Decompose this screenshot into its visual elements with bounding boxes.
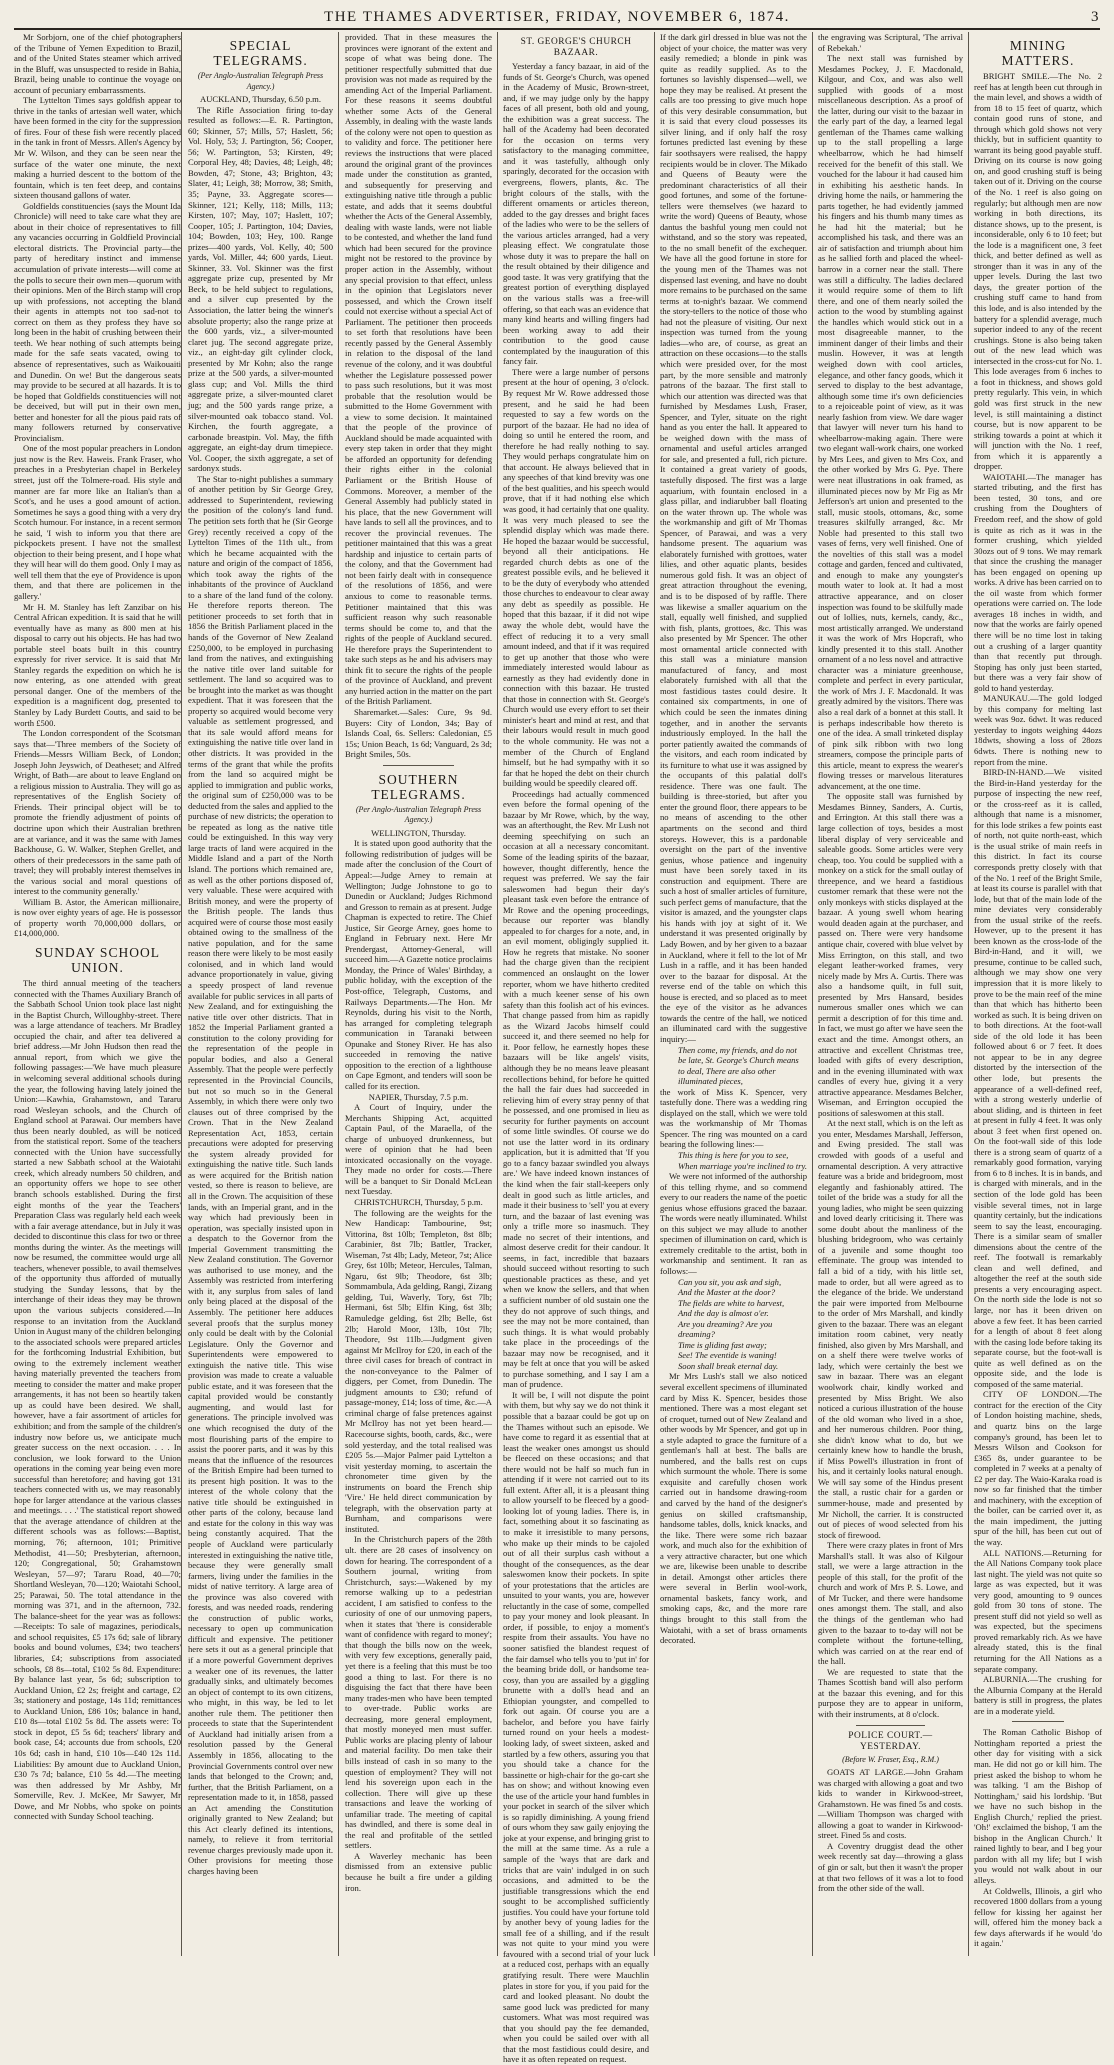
article-paragraph: We are requested to state that the Thames Scottish band will also perform at the bazaar this evening, and for this purpose they are to appear in uniform, with their instruments, at 8 o'clock.: [818, 1666, 963, 1719]
section-heading-police-court: POLICE COURT.—YESTERDAY.: [848, 1730, 933, 1752]
article-paragraph: A Court of Inquiry, under the Merchants Shipping Act, acquitted Captain Paul, of the Maraella, of the charge of unbuoyed drunkenness, but were of opinion that he had been intoxicated occasionally on the voyage. They made no order for costs.—There will be a banquet to Sir Donald McLean next Tuesday.: [345, 1102, 492, 1197]
article-paragraph: The third annual meeting of the teachers connected with the Thames Auxiliary Branch of the Sabbath School Union took place last night in the Baptist Church, Willoughby-street. There was a large attendance of teachers. Mr Bradley occupied the chair, and after tea delivered a brief address.—Mr John Hudson then read the annual report, from which we give the following passages:—'We have much pleasure in welcoming several additional schools during the year, the following having lately joined the Union:—Kawhia, Grahamstown, and Tararu road Wesleyan schools, and the Church of England school at Parawai. Our members have thus been nearly doubled, as will be noticed from the statistical report. Some of the teachers connected with the Union have successfully started a new Sabbath school at the Waiotahi creek, which already numbers 50 children, and an opportunity offers we hope to see other branch schools established. During the first eight months of the year the Teachers' Preparation Class was regularly held each week with a fair average attendance, but in July it was decided to discontinue this class for two or three months during the winter. As the meetings will now be resumed, the committee would urge all teachers, whenever possible, to avail themselves of the opportunity thus afforded of mutually studying the Sunday lessons, that by the interchange of their ideas they may be thrown upon the various subjects considered.—In response to an invitation from the Auckland Union in August many of the children belonging to the associated schools were prepared articles for the forthcoming Industrial Exhibition, but owing to the extremely inclement weather having materially prevented the teachers from meeting to consider the matter and make proper arrangements, it has not been so heartily taken up as could have been desired. We shall, however, have a fair assortment of articles for exhibition; and from the sample of the children's industry now before us, we anticipate much greater success on the next occasion. . . . In conclusion, we look forward to the Union operations in the coming year being even more successful than heretofore; and having got 131 teachers connected with us, we may reasonably hope for larger attendance at the various classes and meetings. . . .' The statistical report showed that the average attendance of children at the different schools was as follows:—Baptist, morning, 76; afternoon, 101; Primitive Methodist, 41—50; Presbyterian, afternoon, 120; Congregational, 50; Grahamstown Wesleyan, 57—97; Tararu Road, 40—70; Shortland Wesleyan, 70—120; Waiotahi School, 25; Parawai, 50. The total attendance in the morning was 371, and in the afternoon, 732. The balance-sheet for the year was as follows:—Receipts: To sale of magazines, periodicals, and school requisites, £5 17s 6d; sale of library books and bound volumes, £34; two teachers' libraries, £4; subscriptions from associated schools, £8 8s—total, £102 5s 8d. Expenditure: By balance last year, 5s 6d; subscription to Auckland Union, £2 2s; freight and cartage, £2 3s; stationery and postage, 14s 11d; remittances to Auckland Union, £86 10s; balance in hand, £10 8s—total £102 5s 8d. The assets were: To stock in depot, £5 5s 6d; teachers' library and book case, £4; accounts due from schools, £20 10s 6d; cash in hand, £10 10s—£40 12s 11d. Liabilities: By amount due to Auckland Union, £30 7s 7d; balance, £10 5s 4d.—The meeting was then addressed by Mr Ashby, Mr Somerville, Rev. J. McKee, Mr Sawyer, Mr Dowe, and Mr Nobbs, who spoke on points connected with Sunday School teaching.: [14, 978, 181, 1822]
article-paragraph: At the next stall, which is on the left as you enter, Mesdames Marshall, Jefferson, and Ewing presided. The stall was crowded with goods of a useful and ornamental description. A very attractive feature was a bride and bridegroom, most elegantly and fashionably attired. The toilet of the bride was a study for all the young ladies, who might be seen quizzing and loved dearly criticising it. There was some doubt about the manliness of the blushing bridegroom, who was certainly of a juvenile and some thought too effeminate. The group was intended to fall a bid of a tidy, with his little set, made to order, but all were agreed as to the elegance of the bride. We understand the pair were imported from Melbourne to the order of Mrs Marshall, and kindly given to the bazaar. There was an elegant imitation room cabinet, very neatly finished, also given by Mrs Marshall, and on a shelf there were twelve works of lady, which were certainly the best we saw in bazaar. There was an elegant woolwork chair, kindly worked and presented by Miss Bright. We also noticed a curious illustration of the house of the old woman who lived in a shoe, and her numerous children. Poor thing, she didn't know what to do, but we certainly knew how to handle the brush, if Miss Powell's illustration in front of his, and it certainly looks natural enough. We will say some of the Hindus present the stall, a rustic chair for a garden or summer-house, made and presented by Mr Nicholl, the carrier. It is constructed out of pieces of wood selected from his stock of firewood.: [818, 1118, 963, 1540]
article-paragraph: BRIGHT SMILE.—The No. 2 reef has at length been cut through in the main level, and shows a width of from 18 to 15 feet of quartz, which contain good runs of stone, and through which gold shows not very thickly, but in sufficient quantity to warrant its being good payable stuff. Driving on its course is now going on, and good crushing stuff is being taken out of it. Driving on the course of the No. 1 reef is also going on regularly; but although men are now working in both directions, its distance shows, up to the present, is inconsiderable, only 6 to 10 feet; but the lode is a magnificent one, 3 feet thick, and better defined as well as stronger than it was in any of the upper levels. During the last two days, the greater portion of the crushing stuff came to hand from this lode, and is also intended by the battery for a splendid average, much superior indeed to any of the recent crushings. Stone is also being taken out of the new lead which was intersected in the cross-cut for No. 1. This lode averages from 6 inches to a foot in thickness, and shows gold pretty regularly. This vein, in which gold was first struck in the new level, is still maintaining a distinct course, but is now apparent to be striking towards a point at which it will junction with the No. 1 reef, from which it is apparently a dropper.: [974, 71, 1102, 472]
section-heading-special-telegrams: SPECIAL TELEGRAMS.: [213, 38, 308, 68]
article-paragraph: One of the most popular preachers in London just now is the Rev. Haweis. Frank Fraser, who preaches in a Presbyterian chapel in Berkeley street, just off the Tolmere-road. His style and manner are far more like an Italian's than a Scot's, and he uses a good amount of action. Sometimes he says a good thing with a very dry Scotch humour. For instance, in a recent sermon he said, 'I wish to inform you that there are pickpockets present. I have not the smallest objection to their being present, and I hope what they will hear will do them good. Only I may as well tell them that the eye of Providence is upon them, and that there are policemen in the gallery.': [14, 443, 181, 601]
article-paragraph: The following are the weights for the New Handicap: Tambourine, 9st; Vittorina, 8st 10lb; Templeton, 8st 8lb; Carabinier, 8st 7lb; Battler, Tracker, Wiseman, 7st 4lb; Lady, Meteor, 7st; Alice Grey, 6st 10lb; Meteor, Hercules, Talman, Ngaru, 6st 9lb; Theodore, 6st 3lb; Sommambula, Ada gelding, Rangi, Zizang gelding, Tui, Waverly, Tory, 6st 7lb; Hermani, 6st 5lb; Elfin King, 6st 3lb; Ramuledge gelding, 6st 2lb; Belle, 6st 2lb; Harold Moor, 13lb, 10st 7lb; Theodore, 9st 11lb.—Judgment given against Mr McIlroy for £20, in each of the three civil cases for breach of contract in the non-conveyance to the Palmer of diggers, per Comet, from Dunedin. The judgment amounts to £30; refund of passage-money, £14; loss of time, &c.—A criminal charge of false pretences against Mr McIlroy has not yet been heard.—Racecourse sights, booth, cards, &c., were sold yesterday, and the total realised was £205 5s.—Major Palmer paid Lyttelton a visit yesterday morning, to ascertain the chronometer time given by the instruments on board the French ship 'Vire.' He held direct communication by telegraph, with the observation party at Burnham, and comparisons were instituted.: [345, 1207, 492, 1534]
dateline: AUCKLAND, Thursday, 6.50 p.m.: [199, 94, 322, 105]
dateline: NAPIER, Thursday, 7.5 p.m.: [368, 1091, 469, 1102]
article-paragraph: The Lyttelton Times says goldfish appear to thrive in the tanks of artesian well water, which have been formed in the city for the suppression of fires. Four of these fish were recently placed in the tank in front of Messrs. Allen's Agency by Mr W. Wilson, and they can be seen near the surface of the water one minute, the next making a hurried descent to the bottom of the fountain, which is ten feet deep, and contains sixteen thousand gallons of water.: [14, 95, 181, 201]
column-1: [14, 32, 181, 1956]
article-paragraph: The Star to-night publishes a summary of another petition by Sir George Grey, addressed to Superintendent, reviewing the position of the colony's land fund. The petition sets forth that he (Sir George Grey) recently received a copy of the Lyttelton Times of the 11th ult., from which he became acquainted with the nature and origin of the compact of 1856, which took away the rights of the inhabitants of the province of Auckland to a share of the land fund of the colony. He therefore reports thereon. The petitioner proceeds to set forth that in 1856 the British Parliament placed in the hands of the Governor of New Zealand £250,000, to be employed in purchasing land from the natives, and extinguishing the native title over land suitable for settlement. The land so acquired was to be brought into the market as was thought expedient. That it was foreseen that the property so acquired would become very valuable as settlement progressed, and that its sale would afford means for extinguishing the native title over land in other districts. It was provided in the terms of the grant that while the profits from the land so acquired might be applied to immigration and public works, the original sum of £250,000 was to be deducted from the sales and applied to the purchase of new districts; the operation to be repeated as long as the native title could be extinguished. In this way very large tracts of land were acquired in the Middle Island and a part of the North Island. The portions which remained are, as well as the other portions disposed of, very valuable. These were acquired with British money, and were the property of the British people. The lands thus acquired were of course those most easily obtained owing to the smallness of the native population, and for the same reason there were likely to be most easily colonised, and in which land would advance proportionately in value, giving a speedy prospect of land revenue available for public services in all parts of New Zealand, and for extinguishing the native title over other districts. That in 1852 the Imperial Parliament granted a constitution to the colony providing for the representation of the people in popular bodies, and also a General Assembly. That the people were perfectly represented in the Provincial Councils, but not so much so in the General Assembly, in which there were only two clauses out of three comprised by the Crown. That in the New Zealand Representation Act, 1853, certain precautions were adopted for preserving the system already provided for extinguishing the native title. Such lands as were acquired for the British nation vested, so there is reason to believe, are all in the Crown. The acquisition of these lands, with an Imperial grant, and in the way which had previously been in operation, was specially insisted upon in a despatch to the Governor from the Imperial Government transmitting the New Zealand constitution. The Governor was authorised to use money, and the Assembly was restricted from interfering with it, any surplus from sales of land only being placed at the disposal of the Assembly. The petitioner here adduces several proofs that the surplus money only could be dealt with by the Colonial Legislature. Only the Governor and Superintendents were empowered to extinguish the native title. This wise provision was made to create a valuable public estate, and it was foreseen that the capital provided would be constantly augmenting, and would last for generations. The principle involved was one which recognised the duty of the most flourishing parts of the empire to assist the poorer parts, and it was by this means that the influence of the resources of the British Empire had been turned to its present high position. It was to the interest of the whole colony that the native title should be extinguished in other parts of the colony, because land and estate for the colony in this way was being constantly acquired. That the people of Auckland were particularly interested in extinguishing the native title, because they were generally small farmers, living under the families in the midst of native territory. A large area of the province was also covered with forests, and was needed roads, rendering the construction of public works, necessary to open up communication difficult and expensive. The petitioner here sets it out as a general principle that if a more powerful Government deprives a weaker one of its revenues, the latter gradually sinks, and ultimately becomes an object of contempt to its own citizens, who might, in this way, be led to let another rule them. The petitioner then proceeds to state that the Superintendent of Auckland had initially arisen from a resolution passed by the General Assembly in 1856, allocating to the Provincial Governments control over new lands that belonged to the Crown; and, further, that the British Parliament, on a representation made to it, in 1858, passed an Act amending the Constitution originally granted to New Zealand; but this Act clearly defined its intentions, namely, to relieve it from territorial revenue charges previously made upon it. Other provisions for meeting those charges having been: [188, 473, 333, 1876]
divider: [856, 1725, 925, 1726]
page-number: 3: [1091, 8, 1100, 25]
section-heading-church-bazaar: ST. GEORGE'S CHURCH BAZAAR.: [520, 37, 632, 58]
telegram-source-line: (Per Anglo-Australian Telegraph Press Agency.): [197, 71, 324, 91]
article-paragraph: provided. That in these measures the provinces were ignorant of the extent and scope of what was being done. The petitioner respectfully submitted that due provision was not made as required by the amending Act of the Imperial Parliament. For these reasons it seems doubtful whether some Acts of the General Assembly, in dealing with the waste lands of the colony were not open to question as to validity and force. The petitioner here reviews the instructions that were placed around the original grant of the provinces made under the constitution as granted, and subsequently for preserving and extinguishing native title through a public estate, and adds that it seems doubtful whether the Acts of the General Assembly, dealing with waste lands, were not liable to be contested, and whether the land fund which had been secured for the province might not be restored to the province by proper action in the Assembly, without any special provision to that effect, unless in the opinion that Legislators never possessed, and which the Crown itself could not exercise without a special Act of Parliament. The petitioner then proceeds to set forth that resolutions have been recently passed by the General Assembly in relation to the disposal of the land revenue of the colony, and it was doubtful whether the Legislature possessed power to pass such resolutions, but it was most probable that the resolution would be submitted to the Home Government with a view to some decision. It maintained that the people of the province of Auckland should be made acquainted with every step taken in order that they might be afforded an opportunity for defending their rights either in the colonial Parliament or the British House of Commons. Moreover, a member of the General Assembly had publicly stated in his place, that the new Government will have lands to sell all the provinces, and to recover the provincial revenues. The petitioner maintained that this was a great hardship and injustice to certain parts of the colony, and that the Government had not been fairly dealt with in consequence of the resolutions of 1856, and were anxious to come to reasonable terms. Petitioner maintained that this was sufficient reason why such reasonable terms should be come to, and that the rights of the people of Auckland secured. He therefore prays the Superintendent to take such steps as he and his advisers may think fit to secure the rights of the people of the province of Auckland, and prevent any hurried action in the matter on the part of the British Parliament.: [345, 32, 492, 707]
article-paragraph: It is stated upon good authority that the following redistribution of judges will be made after the conclusion of the Court of Appeal:—Judge Arney to remain at Wellington; Judge Johnstone to go to Dunedin or Auckland; Judges Richmond and Gresson to remain as at present. Judge Chapman is expected to retire. The Chief Justice, Sir George Arney, goes home to England in February next. Here Mr Prendergast, Attorney-General, will succeed him.—A Gazette notice proclaims Monday, the Prince of Wales' Birthday, a public holiday, with the exception of the Post-office, Telegraph, Customs, and Railways Departments.—The Hon. Mr Reynolds, during his visit to the North, has arranged for completing telegraph communication in Taranaki between Opunake and Stoney River. He has also succeeded in removing the native opposition to the erection of a lighthouse on Cape Egmont, and tenders will soon be called for its erection.: [345, 838, 492, 1091]
column-rule: [812, 32, 813, 1956]
article-paragraph: The next stall was furnished by Mesdames Pockey, J. F. Macdonald, Kilgour, and Cox, and was also well supplied with goods of a most miscellaneous description. As a proof of the latter, during our visit to the bazaar in the early part of the day, a learned legal gentleman of the Thames came walking up to the stall propelling a large wheelbarrow, which he had himself received for the benefit of this stall. We vouched for the labour it had caused him in exhibiting his aesthetic hands. In driving home the nails, or hammering the parts together, he had evidently jammed his fingers and his thumb many times as he had hit the material; but he accomplished his task, and there was an air of satisfaction and triumph about him as he sallied forth and placed the wheel-barrow in a corner near the stall. There was still a difficulty. The ladies declared it would require some of them to lift there, and one of them nearly soiled the action to the wood by stumbling against the handles which would stick out in a most disagreeable manner, to the imminent danger of their limbs and their muslin. However, it was at length weighed down with cool articles, elegance, and other fancy goods, which it served to display to the best advantage, although some time it's own deficiencies to a rejoiceable point of view, as it was nearly fashion from view. We dare wager that lawyer will never turn his hand to wheelbarrow-making again. There were two elegant wall-work chairs, one worked by Mrs Lees, and given to Mrs Cox, and the other worked by Mrs G. Pye. There were neat illustrations in oak framed, as illuminated pieces now by Mr Fig as Mr Jefferson's art union and presented to the stall, music stools, ottomans, &c, some treasures skilfully arranged, &c. Mr Noble had presented to this stall two vases of ferns, very well finished. One of the novelties of this stall was a model cottage and garden, fenced and cultivated, and enough to make any youngster's mouth water to look at. It had a most attractive appearance, and on closer inspection was found to be skilfully made out of lollies, nuts, kernels, candy, &c., most artistically arranged. We understand it was the work of Mrs Hopcraft, who kindly presented it to this stall. Another ornament of a no less novel and attractive character was a miniature greenhouse, complete and perfect in every particular, the work of Mrs J. F. Macdonald. It was greatly admired by the visitors. There was also a real dark of a bonnet at this stall. It is perhaps indescribable how thereto is one of the idea. A small trinketed display of pink silk ribbon with two long streamers, compose the principle parts of this article, meant to express the wearer's flowing tresses or marvelous literatures advancement, at the one time.: [818, 53, 963, 791]
section-heading-mining-matters: MINING MATTERS.: [1001, 38, 1075, 68]
article-paragraph: Sharemarket.—Sales: Cure, 9s 9d. Buyers: City of London, 34s; Bay of Islands Coal, 6s. Sellers: Caledonian, £5 15s; Union Beach, 1s 6d; Vanguard, 2s 3d; Bright Smiles, 50s.: [345, 707, 492, 760]
article-paragraph: Goldfields constituencies (says the Mount Ida Chronicle) will need to take care what they are about in their choice of representatives to fill any vacancies occurring in Goldfield Provincial electoral districts. The Provincial party—the party of hereditary instinct and immense accumulation of private interests—will come at the polls to secure their own men—quorum with their opinions. Men of the Birch stamp will crop up with professions, not accepting the bland their agents in attempts not too sad-not to correct on them as they profess they have so long been in the habit of crushing between their teeth. We hear nothing of such attempts being made for the safe seats vacated, owing to absence of representatives, such as Waikouaiti and Dunedin. On we! But the dangerous seats may provide to be secured at all hazards. It is to be hoped that Goldfields constituencies will not be deceived, but will put in their own men, better and honester for all the pious paid rats of many followers returned by conservative Provincialism.: [14, 200, 181, 443]
article-paragraph: A Coventry druggist dead the other week recently sat day—throwing a glass of gin or salt, but then it wasn't the proper at that two fellows of it was a lot to food from the other side of the wall.: [818, 1840, 963, 1894]
court-magistrate-line: (Before W. Fraser, Esq., R.M.): [842, 1754, 939, 1764]
dateline: CHRISTCHURCH, Thursday, 5 p.m.: [354, 1196, 483, 1207]
article-paragraph: the work of Miss K. Spencer, very tastefully done. There was a wedding ring displayed on the stall, which we were told was the workmanship of Mr Thomas Spencer. The ring was mounted on a card bearing the following lines:—: [660, 1086, 807, 1150]
column-rule: [654, 32, 655, 1956]
article-paragraph: the engraving was Scriptural, 'The arrival of Rebekah.': [818, 32, 963, 53]
article-paragraph: There were a large number of persons present at the hour of opening, 3 o'clock. By request Mr W. Rowe addressed those present, and he said he had been requested to say a few words on the purport of the bazaar. He had no idea of doing so until he entered the room, and therefore he had really nothing to say. They would perhaps congratulate him on that account. He always believed that in any speeches of that kind brevity was one of the best qualities, and his speech would prove, that if it had nothing else which was good, it had certainly that one quality. It was very much pleased to see the splendid display which was made there. He hoped the bazaar would be successful, beyond all their anticipations. He regarded church debts as one of the greatest possible evils, and he believed it to be the duty of everybody who attended those churches to endeavour to clear away any debt as speedily as possible. He hoped that this bazaar, if it did not wipe away the whole debt, would have the effect of reducing it to a very small amount indeed, and that if it was required to get up another that those who were immediately interested would labour as earnestly as they had evidently done in connection with this bazaar. He trusted that those in connection with St. George's Church would use every effort to set their minister's heart and mind at rest, and that their labours would result in much good to the whole community. He was not a member of the Church of England himself, but he had sympathy with it so far that he hoped the debt on their church building would be speedily cleared off.: [503, 366, 649, 789]
column-3: [345, 32, 492, 1956]
column-4: [503, 32, 649, 2065]
article-paragraph: ALBURNIA.—The crushing for the Alburnia Company at the Herald battery is still in progress, the plates are in a moderate yield.: [974, 1674, 1102, 1716]
divider: [383, 765, 454, 766]
article-paragraph: At Coldwells, Illinois, a girl who recovered 1800 dollars from a young fellow for kissing her against her will, offered him the money back a few days afterwards if he would 'do it again.': [974, 1885, 1102, 1949]
article-paragraph: We were not informed of the authorship of this telling rhyme, and so commend every to our readers the name of the poetic genius whose effusions graced the bazaar. The words were neatly illuminated. Whilst on this subject we may allude to another specimen of illumination on card, which is extremely creditable to the artist, both in workmanship and sentiment. It ran as follows:—: [660, 1171, 807, 1276]
article-paragraph: If the dark girl dressed in blue was not the object of your choice, the matter was very easily remedied; a blonde in pink was quite as readily supplied. As to the fortunes so lavishly dispensed—well, we hope they may be realised. At present the calls are too pressing to give much hope of this very desirable consummation, but it is said that every cloud possesses its silver lining, and if only half the rosy fortunes predicted last evening by these fair soothsayers were realised, the happy recipients would be in clover. The Mikado and Queens of Beauty were the predominant characteristics of all their good fortunes, and some of the fortune-tellers were themselves (we hazard to write the word) Queens of Beauty, whose dantus the bashful young men could not withstand, and so the story was repeated, to the no small benefit of the exchequer. We have all the good fortune in store for the young men of the Thames was not dispensed last evening, and have no doubt more remains to be purchased on the same terms at to-night's bazaar. We commend the story-tellers to the notice of those who had not the pleasure of visiting. Our next inspection was turned from the young ladies—who are, of course, as great an attraction on these occasions—to the stalls which were presided over, for the most part, by the more sensible and matronly patrons of the bazaar. The first stall to which our attention was directed was that furnished by Mesdames Lush, Fraser, Spencer, and Tyler, situate on the right hand as you enter the hall. It appeared to be weighed down with the mass of ornamental and useful articles arranged for sale, and presented a full, rich picture. It contained a great variety of goods, tastefully disposed. The first was a large aquarium, with fountain enclosed in a glass pillar, and indiarubber ball floating on the water thrown up. The whole was the workmanship and gift of Mr Thomas Spencer, of Parawai, and was a very handsome present. The aquarium was elaborately furnished with grottoes, water lilies, and other aquatic plants, besides numerous gold fish. It was an object of great attraction throughout the evening, and is to be disposed of by raffle. There was likewise a smaller aquarium on the stall, equally well finished, and supplied with fish, plants, grottoes, &c. This was also presented by Mr Spencer. The other most ornamental article connected with this stall was a miniature mansion manufactured of fancy, and most elaborately furnished with all that the most fastidious tastes could desire. It contained six compartments, in one of which could be seen the inmates dining together, and in another the servants industriously employed. In the hall the porter patiently awaited the commands of the visitors, and each room indicated by its furniture to what use it was assigned by the occupants of this palatial doll's residence. There was one fault. The building is three-storied, but after you enter the ground floor, there appears to be no means of ascending to the other apartments on the second and third storeys. However, this is a pardonable oversight on the part of the inventive genius, whose patience and ingenuity must have been sorely taxed in its construction and equipment. There are such a host of smaller articles of furniture, such perfect gems of manufacture, that the visitor is amazed, and the youngster claps his hands with joy at sight of it. We understand it was presented originally by Lady Bowen, and by her given to a bazaar in Auckland, where it fell to the lot of Mr Lush in a raffle, and it has been handed over to the bazaar for disposal. At the reverse end of the table on which this house is erected, and so placed as to meet the eye of the visitor as he advances towards the centre of the hall, we noticed an illuminated card with the suggestive inquiry:—: [660, 32, 807, 1044]
divider: [1012, 1721, 1064, 1722]
article-paragraph: Mr H. M. Stanley has left Zanzibar on his Central African expedition. It is said that he will eventually have as many as 800 men at his disposal to carry out his objects. He has had two portable steel boats built in this country expressly for river service. It is said that Mr Stanley regards the expedition on which he is now entering, as one attended with great personal danger. One of the members of the expedition is a magnificent dog, presented to Stanley by Lady Burdett Coutts, and said to be worth £500.: [14, 601, 181, 728]
article-paragraph: CITY OF LONDON.—The contract for the erection of the City of London hoisting machine, sheds, and quartz bins on the large company's ground, has been let to Messrs Wilson and Cookson for £365 8s, under guarantee to be completed in 7 weeks at a penalty of £2 per day. The Waio-Karaka road is now so far finished that the timber and machinery, with the exception of the boiler, can be carried over it, as the main impediment, the jutting spur of the hill, has been cut out of the way.: [974, 1389, 1102, 1548]
article-paragraph: The London correspondent of the Scotsman says that—'Three members of the Society of Friends—Messrs William Beck, of London; Joseph John Jeyswich, of Deatheset; and Alfred Wright, of Bath—are about to leave England on a religious mission to Australia. They will go as representatives of the English Society of Friends. Their principal object will be to promote the friendly adjustment of points of doctrine upon which their Australian brethren are at variance, and it was the same with James Backhouse, G. W. Walker, Stephen Grellet, and others of their predecessors in the same path of travel; they will probably interest themselves in the various social and moral questions of interest to the community generally.': [14, 728, 181, 897]
dateline: WELLINGTON, Thursday.: [371, 827, 466, 838]
column-2: [188, 32, 333, 1956]
telegram-source-line: (Per Anglo-Australian Telegraph Press Agency.): [355, 804, 482, 825]
article-paragraph: GOATS AT LARGE.—John Graham was charged with allowing a goat and two kids to wander in Kirkwood-street, Grahamstown. He was fined 5s and costs.—William Thompson was charged with allowing a goat to wander in Kirkwood-street. Fined 5s and costs.: [818, 1767, 963, 1841]
article-paragraph: The Roman Catholic Bishop of Nottingham reported a priest the other day for visiting with a sick man. He did not go or kill him. The priest asked the bishop to whom he was talking. 'I am the Bishop of Nottingham,' said his lordship. 'But we have no such bishop in the English Church,' replied the priest. 'Oh!' exclaimed the bishop, 'I am the bishop in the Anglican Church.' It rained lightly to bear, and I beg your pardon with all my life; but I wish you would not walk about in our alleys.: [974, 1727, 1102, 1885]
article-paragraph: William B. Astor, the American millionaire, is now over eighty years of age. He is possessor of property worth 70,000,000 dollars, or £14,000,000.: [14, 896, 181, 939]
article-paragraph: The Rifle Association firing to-day resulted as follows:—E. R. Partington, 60; Skinner, 57; Mills, 57; Haslett, 56; Vol. Holy, 53; J. Partington, 56; Cooper, 56; W. Partington, 53; Kirsten, 49; Corporal Hey, 48; Davies, 48; Leigh, 48; Bowden, 47; Stone, 43; Brighton, 43; Slater, 41; Leigh, 38; Morrow, 38; Smith, 35; Payne, 33. Aggregate scores—Skinner, 121; Kelly, 118; Mills, 113; Kirsten, 107; May, 107; Haslett, 107; Cooper, 105; J. Partington, 104; Davies, 104; Bowden, 103; Hey, 100. Range prizes—400 yards, Vol. Kelly, 40; 500 yards, Vol. Miller, 44; 600 yards, Lieut. Skinner, 33. Vol. Skinner was the first aggregate prize cup, presented by Mr Beck, to be held subject to regulations, and a silver cup presented by the Association, the latter being the winner's absolute property; also the range prize at the 600 yards, viz., a silver-mounted claret jug. The second aggregate prize, viz., an eight-day gilt cylinder clock, presented by Mr Kohn; also the range prize at the 500 yards, a silver-mounted glass cup; and Vol. Mills the third aggregate prize, a silver-mounted claret jug; and the 500 yards range prize, a silver-mounted oak tobacco stand. Vol. Kirchen, the fourth aggregate, a carbonade breastpin. Vol. May, the fifth aggregate, an eight-day drum timepiece. Vol. Cooper, the sixth aggregate, a set of sardonyx studs.: [188, 104, 333, 474]
article-paragraph: WAIOTAHI.—The manager has started tributing, and the first has been tested, 30 tons, and ore crushing from the Doughters of Freedom reef, and the show of gold is quite as rich as it was in the former crushing, which yielded 30ozs out of 9 tons. We may remark that since the crushing the manager has been engaged on opening up works. A drive has been carried on to the oil waste from which former operations were carried on. The lode averages 18 inches in width, and now that the works are fairly opened there will be no time lost in taking out a crushing of a larger quantity than that recently put through. Stoping has only just been started, but there was a very fair show of gold to hand yesterday.: [974, 471, 1102, 693]
newspaper-title: THE THAMES ADVERTISER, FRIDAY, NOVEMBER 6, 1874.: [324, 8, 790, 25]
article-paragraph: Proceedings had actually commenced even before the formal opening of the bazaar by Mr Rowe, which, by the way, was an afterthought, the Rev. Mr Lush not deeming speechifying on such an occasion at all a necessary concomitant. Some of the leading spirits of the bazaar, however, thought differently, hence the request was preferred. We say the fair saleswomen had begun their day's pleasant task even before the entrance of Mr Rowe and the opening proceedings, because our reporter was blandly appealed to for charges for a note, and, in an evil moment, obligingly supplied it. How he regrets that mistake. No sooner had the charge given than the recipient commenced an onslaught on the lower reporter, whom we have hitherto credited with a much keener sense of his own safety than this foolish act of his evinces. That change passed from him as rapidly as the Wizard Jacobs himself could succeed it, and there seemed no help for it. Poor fellow, he earnestly hopes these bazaars will be like angels' visits, although they be no means leave pleasant recollections behind, for before he quitted the hall the fair dues had succeeded in relieving him of every stray penny of that he possessed, and one promised in lieu as security for further payments on account of some little swindles. Of course we do not use the latter word in its ordinary application, but it is admitted that 'If you go to a fancy bazaar swindled you always are.' We have indeed known instances of the kind when the fair stall-keepers only dealt in good such as little articles, and made it their business to 'sell' you at every turn, and the bazaar of last evening was only a trifle more so inasmuch. They made no secret of their intentions, and almost deserve credit for their candour. It seems, in fact, incredible that bazaars should succeed without resorting to such questionable practices as these, and yet when we know the sellers, and that when a sufficient number of old sustain one the they do not approve of such things, and see the may not be more contained, than such things. It is what would probably take place in the proceedings of the bazaar may now be recognised, and it may be felt at once that you will be asked to purchase something, and I say I am a man of prudence.: [503, 788, 649, 1390]
article-paragraph: In the Christchurch papers of the 28th ult. there are 28 cases of insolvency on down for hearing. The correspondent of a Southern journal, writing from Christchurch, says:—Wakened by my remorse walking up to a pedestrian accident, I am satisfied to confess to the curiosity of one of our unmoving papers, when it states that 'there is considerable want of confidence with regard to money'; that though the bills now on the week, with very few exceptions, generally paid, yet there is a feeling that this must be too good a thing to last. For there is no disguising the fact that there have been many trades-men who have been tempted to over-trade. Public works are decreasing, more general employment, that mostly moneyed men must suffer. Public works are placing plenty of labour and material facility. Do men take their bills instead of cash in so many to the question of employment? They will not lend his sovereign upon each in the collection. There will give up these transactions and leave the working of unfamiliar trade. The meeting of capital has dwindled, and there is some deal in the real and profitable of the settled settlers.: [345, 1534, 492, 1851]
article-paragraph: A Waverley mechanic has been dismissed from an extensive public because he built a fire under a gilding iron.: [345, 1850, 492, 1893]
article-paragraph: BIRD-IN-HAND.—We visited the Bird-in-Hand yesterday for the purpose of inspecting the new reef, or the cross-reef as it is called, although that name is a misnomer, for this lode strikes a few points east of north, not quite north-east, which is the usual strike of main reefs in this district. In fact its course corresponds pretty closely with that of the No. 1 reef of the Bright Smile, at least its course is parallel with that lode, but that of the main lode of the mine deviates very considerably from the usual strike of the reefs. However, up to the present it has been known as the cross-lode of the Bird-in-Hand, and it will, we presume, continue to be called such, although we may show one very impression that it is more likely to prove to be the main reef of the mine than that which has hitherto been worked as such. It is being driven on to both directions. At the foot-wall side of the old lode it has been followed about 6 or 7 feet. It does not appear to be in any degree distorted by the intersection of the other lode, but presents the appearance of a well-defined reef, with a strong westerly underlie of about sliding, and is thirteen in feet at present in fully 4 feet. It was only about 3 feet when first opened on. On the foot-wall side of this lode there is a strong seam of quartz of a remarkably good formation, varying from 6 to 8 inches. It is in bands, and is charged with minerals, and in the section of the lode gold has been visible several times, not in large quantity certainly, but the indications seem to say the least, encouraging. There is a similar seam of smaller dimensions about the centre of the reef. The footwall is remarkably clean and well defined, and altogether the reef at the south side presents a very encouraging aspect. On the north side the lode is not so large, nor has it been driven on above a few feet. It has been carried for a length of about 8 feet along with the casing lode before taking its separate course, but the foot-wall is quite as well defined as on the opposite side, and the lode is composed of the same material.: [974, 767, 1102, 1389]
article-paragraph: There were crazy plates in front of Mrs Marshall's stall. It was also of Kilgour stall, we were a large attraction in the people of this stall, for the profit of the church and work of Mrs P. S. Lowe, and of Mr Tucker, and there were handsome ones amongst them. The stall, and also the things of the gentleman who had given to the bazaar to to-day will not be complete without the fortune-telling, which was carried on at the rear end of the hall.: [818, 1540, 963, 1667]
verse: Then come, my friends, and do not be late, St. George's Church means to deal, There are also other illuminated pieces,: [678, 1044, 799, 1087]
article-paragraph: ALL NATIONS.—Returning for the All Nations Company took place last night. The yield was not quite so large as was expected, but it was very good, amounting to 9 ounces gold from 30 tons of stone. The present stuff did not yield so well as was expected, but the specimens proved remarkably rich. As we have already stated, this is the final returning for the All Nations as a separate company.: [974, 1547, 1102, 1674]
article-paragraph: The opposite stall was furnished by Mesdames Binney, Sanders, A. Curtis, and Errington. At this stall there was a large collection of toys, besides a most liberal display of very serviceable and saleable goods. Some articles were very cheap, too. You could be supplied with a monkey on a stick for the small outlay of threepence, and we heard a fastidious customer remark that these were not the only monkeys with sticks displayed at the bazaar. A young swell whom hearing would deaden again at the purchaser, and passed on. There were very handsome antique chair, covered with blue velvet by Miss Errington, on this stall, and two elegant leather-worked frames, very nicely made by Mrs A. Curtis. There was also a handsome quilt, in full suit, presented by Mrs Hansard, besides numerous smaller ones which we can permit a description of for this time and. In fact, we must go after we have seen the exact and the time. Amongst others, an attractive and excellent Christmas tree, loaded with gifts of every description, and in the evening illuminated with wax candles of every hue, giving it a very attractive appearance. Mesdames Belcher, Wiseman, and Errington occupied the positions of saleswomen at this stall.: [818, 791, 963, 1118]
article-paragraph: Mr Sorbjorn, one of the chief photographers of the Tribune of Yemen Expedition to Brazil, and of the United States steamer which arrived in the Bluff, was unsuspected to reside in Bahia, Brazil, being unable to continue the voyage on account of pecuniary embarrassments.: [14, 32, 181, 95]
column-rule: [338, 32, 339, 1956]
article-paragraph: Mr Mrs Lush's stall we also noticed several excellent specimens of illuminated card by Miss K. Spencer, besides those mentioned. There was a most elegant set of croquet, turned out of New Zealand and other woods by Mr Spencer, and got up in a style adapted to grace the furniture of a gentleman's hall at best. The balls are numbered, and the balls rest on cups which surmount the whole. There is some exquisite and carefully chosen work carried out in handsome drawing-room and carved by the hand of the designer's genius on skilled craftsmanship, handsome tables, dolls, knick knacks, and the like. There were some rich bazaar work, and much also for the exhibition of a very attractive character, but one which we are, likewise been unable to describe in detail. Amongst other articles there were several in Berlin wool-work, ornamental baskets, fancy work, and smoking caps, &c, and the more rare things brought to this stall from the Waiotahi, with a set of brass ornaments decorated.: [660, 1371, 807, 1646]
column-5: [660, 32, 807, 1956]
section-heading-sunday-school: SUNDAY SCHOOL UNION.: [35, 945, 160, 976]
article-paragraph: Yesterday a fancy bazaar, in aid of the funds of St. George's Church, was opened in the Academy of Music, Brown-street, and, if we may judge only by the happy faces of all present, both old and young, the exhibition was a great success. The hall of the Academy had been decorated for the occasion on terms very satisfactory to the managing committee, and it was tastefully, although only sparingly, decorated for the occasion with evergreens, flowers, plants, &c. The bright colours of the stalls, with the different ornaments or articles thereon, added to the gay dresses and bright faces of the ladies who were to be the sellers of the various articles arranged, had a very pleasing effect. We congratulate those whose duty it was to prepare the hall on the result obtained by their diligence and good taste. It was very gratifying that the greatest portion of everything displayed on the various stalls was a free-will offering, so that each was an evidence that many kind hearts and willing fingers had been working away to add their contribution to the good cause contemplated by the inauguration of this fancy fair.: [503, 61, 649, 367]
column-rule: [968, 32, 969, 1956]
column-rule: [181, 32, 182, 1956]
article-paragraph: MANUKAU.—The gold lodged by this company for melting last week was 9oz. 6dwt. It was reduced yesterday to ingots weighing 44ozs 18dwts, showing a loss of 28ozs 6dwts. There is nothing new to report from the mine.: [974, 693, 1102, 767]
masthead: [14, 6, 1100, 30]
column-6: [818, 32, 963, 1956]
column-7: [974, 32, 1102, 1956]
section-heading-southern-telegrams: SOUTHERN TELEGRAMS.: [371, 771, 466, 802]
verse: Can you sit, you ask and sigh, And the Master at the door? The fields are white to harvest, And the day is almost o'er. Are you dreaming? Are you dreaming? Time is gliding fast away; See! The eventide is waning! Soon shall break eternal day.: [678, 1276, 785, 1371]
column-rule: [497, 32, 498, 1956]
article-paragraph: It will be, I will not dispute the point with them, but why say we do not think it possible that a bazaar could be got up on the Thames without such an episode. We have come to regard it as essential that at least the weaker ones amongst us should be fleeced on these occasions; and that there would not be half so much fun in attending if it were not carried out to its full extent. After all, it is a pleasant thing to allow yourself to be fleeced by a good-looking lot of young ladies. There is, in fact, something about it so fascinating as to make it irresistible to many persons, who make up their minds to be cajoled out of all their surplus cash without a thought of the consequences, as the dear saleswomen know their pockets. In spite of your protestations that the articles are unsuited to your wants, you are, however reluctantly in the case of some, compelled to pay your money and look pleasant. In order, if possible, to enjoy a moment's respite from their assaults. You have no sooner satisfied the blandest request of the fair damsel who tells you to 'put in' for the beaming bride doll, or handsome tea-cosy, than you are assailed by a giggling brunette with a doll's head and an Ethiopian youngster, and compelled to fork out again. Of course you are a bachelor, and before you have fairly turned round on your heels a modest-looking lady, of sweet sixteen, asked and startled by a few others, assuring you that you should take a chance for the bassinette or high-chair for the go-cart she has on show; and without knowing even the use of the article your hand fumbles in your pocket in search of the silver which is so rapidly diminishing. A young friend of ours whom they saw gaily enjoying the joke at your expense, and bringing grist to the mill at the same time. As a rule a sample of the 'ways that are dark and tricks that are vain' indulged in on such occasions, and admitted to be the justifiable transgressions which the end sought to be accomplished sufficiently justifies. You could have your fortune told by another bevy of young ladies for the small fee of a shilling, and if the result was not quite to your mind you were favoured with a second trial of your luck at a reduced cost, perhaps with an equally gratifying result. There were Mauchlin plates in store for you, if you paid for the card and looked pleasant. No doubt the same good luck was predicted for many customers. What was most required was that you should pay the fee demanded, when you could be sailed over with all that the most fastidious could desire, and have it as often repeated on request.: [503, 1389, 649, 2065]
verse: This thing is here for you to see, When marriage you're inclined to try.: [678, 1149, 807, 1171]
